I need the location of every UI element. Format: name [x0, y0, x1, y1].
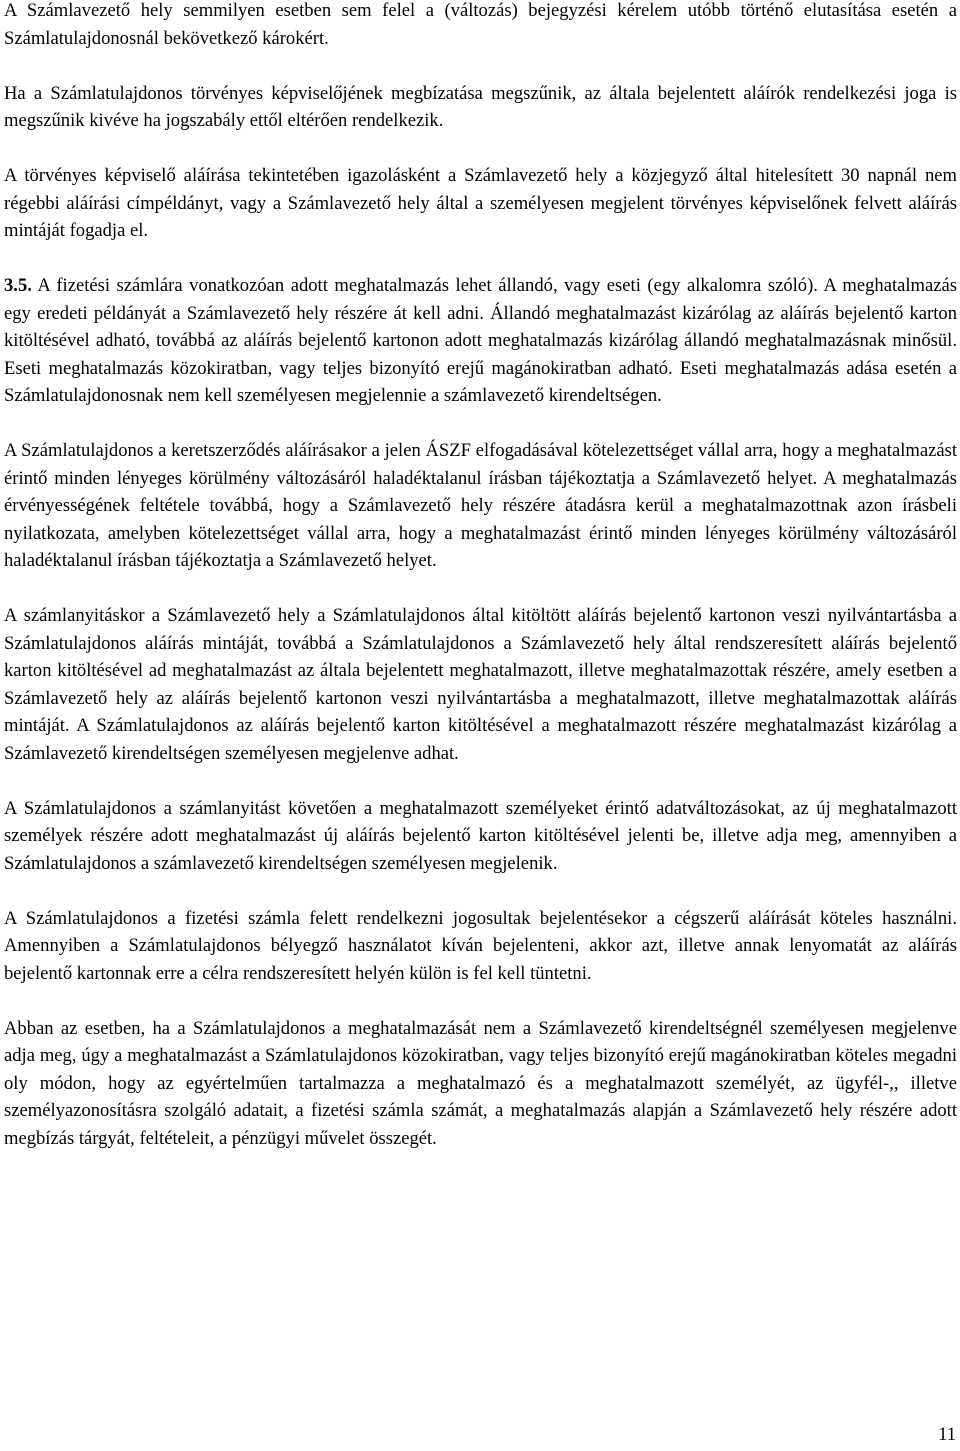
paragraph-text: A számlanyitáskor a Számlavezető hely a Számlatulajdonos által kitöltött aláírás bejelentő kartonon veszi nyilvántartásba a Számlatulajdonos aláírás mintáját, továbbá a Számlatulajdonos a Számlavezető hely által rendszeresített aláírás bejelentő karton kitöltésével ad meghatalmazást az általa bejelentett meghatalmazott, illetve meghatalmazottak részére, amely esetben a Számlavezető hely az aláírás bejelentő kartonon veszi nyilvántartásba a meghatalmazott, illetve meghatalmazottak aláírás mintáját. A Számlatulajdonos az aláírás bejelentő karton kitöltésével a meghatalmazott részére meghatalmazást kizárólag a Számlavezető kirendeltségen személyesen megjelenve adhat.	[4, 605, 957, 764]
paragraph-framework-contract	[4, 437, 957, 575]
paragraph-account-opening	[4, 602, 957, 767]
paragraph-text: A Számlatulajdonos a keretszerződés aláírásakor a jelen ÁSZF elfogadásával kötelezettséget vállal arra, hogy a meghatalmazást érintő minden lényeges körülmény változásáról haladéktalanul írásban tájékoztatja a Számlavezető helyet. A meghatalmazás érvényességének feltétele továbbá, hogy a Számlavezető hely részére átadásra kerül a meghatalmazottnak azon írásbeli nyilatkozata, amelyben kötelezettséget vállal arra, hogy a meghatalmazást érintő minden lényeges körülmény változásáról haladéktalanul írásban tájékoztatja a Számlavezető helyet.	[4, 440, 957, 571]
page-number: 11	[938, 1424, 956, 1445]
paragraph-remote-mandate	[4, 1015, 957, 1153]
paragraph-text: A Számlatulajdonos a fizetési számla felett rendelkezni jogosultak bejelentésekor a cégszerű aláírását köteles használni. Amennyiben a Számlatulajdonos bélyegző használatot kíván bejelenteni, akkor azt, illetve annak lenyomatát az aláírás bejelentő kartonnak erre a célra rendszeresített helyén külön is fel kell tüntetni.	[4, 907, 957, 984]
paragraph-representative-mandate	[4, 80, 957, 135]
paragraph-text: A Számlatulajdonos a számlanyitást követően a meghatalmazott személyeket érintő adatváltozásokat, az új meghatalmazott személyek részére adott meghatalmazást új aláírás bejelentő karton kitöltésével jelenti be, illetve adja meg, amennyiben a Számlatulajdonos a számlavezető kirendeltségen személyesen megjelenik.	[4, 797, 957, 874]
paragraph-company-signature	[4, 905, 957, 988]
section-number: 3.5.	[4, 275, 32, 296]
document-page	[4, 0, 957, 1180]
paragraph-signature-verification	[4, 162, 957, 245]
paragraph-section-3-5	[4, 272, 957, 410]
paragraph-liability	[4, 0, 957, 52]
paragraph-text: A Számlavezető hely semmilyen esetben sem felel a (változás) bejegyzési kérelem utóbb történő elutasítása esetén a Számlatulajdonosnál bekövetkező károkért.	[4, 0, 957, 49]
paragraph-data-changes	[4, 795, 957, 878]
paragraph-text: Ha a Számlatulajdonos törvényes képviselőjének megbízatása megszűnik, az általa bejelentett aláírók rendelkezési joga is megszűnik kivéve ha jogszabály ettől eltérően rendelkezik.	[4, 82, 957, 131]
paragraph-text: A törvényes képviselő aláírása tekintetében igazolásként a Számlavezető hely a közjegyző által hitelesített 30 napnál nem régebbi aláírási címpéldányt, vagy a Számlavezető hely által a személyesen megjelent törvényes képviselőnek felvett aláírás mintáját fogadja el.	[4, 165, 957, 241]
paragraph-text: A fizetési számlára vonatkozóan adott meghatalmazás lehet állandó, vagy eseti (egy alkalomra szóló). A meghatalmazás egy eredeti példányát a Számlavezető hely részére át kell adni. Állandó meghatalmazást kizárólag az aláírás bejelentő karton kitöltésével adható, továbbá az aláírás bejelentő kartonon adott meghatalmazás kizárólag állandó meghatalmazásnak minősül. Eseti meghatalmazás közokiratban, vagy teljes bizonyító erejű magánokiratban adható. Eseti meghatalmazás adása esetén a Számlatulajdonosnak nem kell személyesen megjelennie a számlavezető kirendeltségen.	[4, 275, 957, 406]
paragraph-text: Abban az esetben, ha a Számlatulajdonos a meghatalmazását nem a Számlavezető kirendeltségnél személyesen megjelenve adja meg, úgy a meghatalmazást a Számlatulajdonos közokiratban, vagy teljes bizonyító erejű magánokiratban köteles megadni oly módon, hogy az egyértelműen tartalmazza a meghatalmazó és a meghatalmazott személyét, az ügyfél-,, illetve személyazonosításra szolgáló adatait, a fizetési számla számát, a meghatalmazás alapján a Számlavezető hely részére adott megbízás tárgyát, feltételeit, a pénzügyi művelet összegét.	[4, 1017, 957, 1149]
